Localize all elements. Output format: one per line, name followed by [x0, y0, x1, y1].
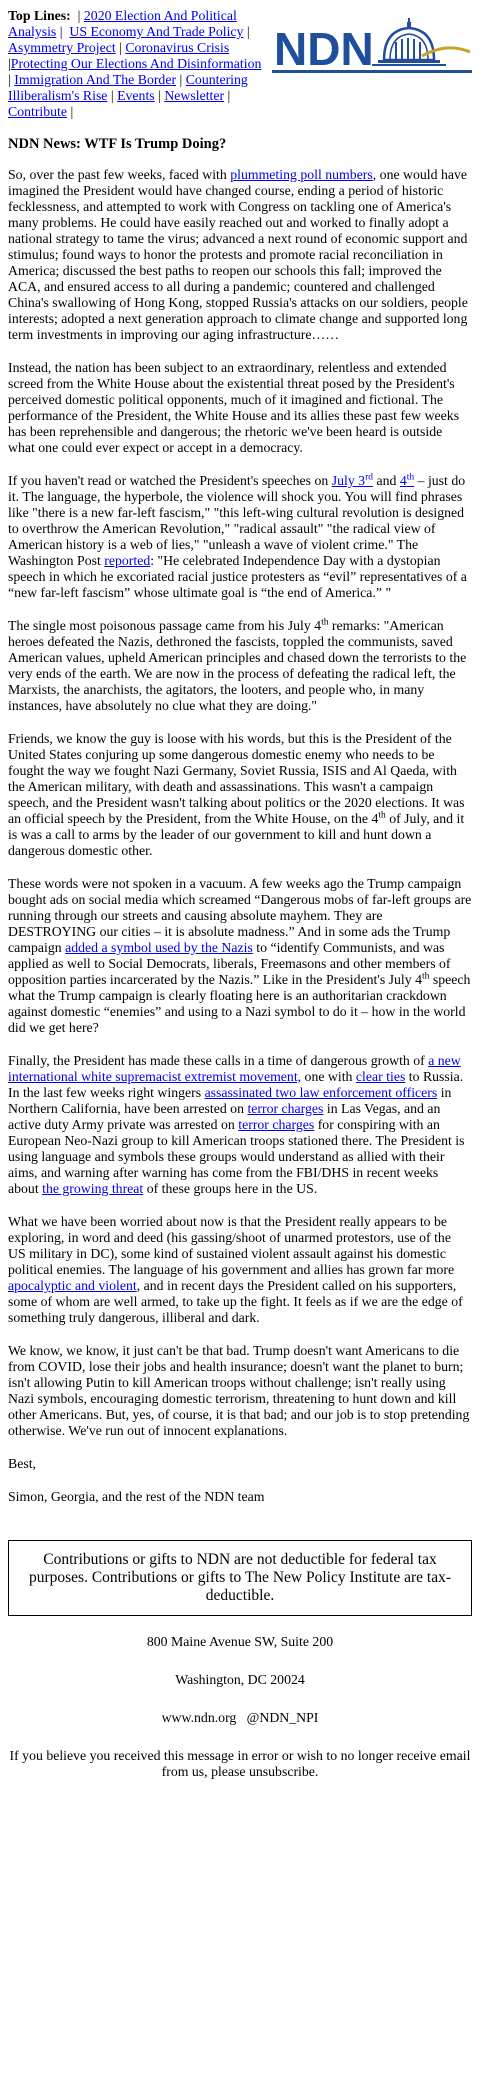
- footer-contact: [8, 1710, 472, 1726]
- link-poll-numbers[interactable]: plummeting poll numbers: [230, 167, 373, 182]
- nav-link-illiberalism[interactable]: Countering Illiberalism's Rise: [8, 72, 248, 103]
- paragraph-6: These words were not spoken in a vacuum. A few weeks ago the Trump campaign bought ads on social media which screamed “Dangerous mobs of far-left groups are running through our streets and causing absolute mayhem. They are DESTROYING our cities – it is absolute madness.” And in some ads the Trump campaign added a symbol used by the Nazis to “identify Communists, and was applied as well to Social Democrats, liberals, Freemasons and other members of opposition parties incarcerated by the Nazis.” Like in the President's July 4th speech what the Trump campaign is clearly floating here is an authoritarian crackdown against domestic “enemies” and using to a Nazi symbol to do it – how in the world did we get here?: [8, 876, 472, 1035]
- unsubscribe-notice[interactable]: If you believe you received this message in error or wish to no longer receive email from us, please unsubscribe.: [9, 1748, 471, 1779]
- paragraph-8: What we have been worried about now is that the President really appears to be exploring, in word and deed (his gassing/shoot of unarmed protestors, use of the US military in DC), some kind of sustained violent assault against his domestic political enemies. The language of his government and allies has grown far more apocalyptic and violent, and in recent days the President called on his supporters, some of whom are well armed, to take up the fight. It feels as if we are the edge of something truly dangerous, illiberal and dark.: [8, 1214, 463, 1325]
- link-wapo-reported[interactable]: reported: [104, 553, 151, 568]
- capitol-dome-icon: [372, 18, 446, 66]
- footer-website[interactable]: www.ndn.org: [161, 1710, 237, 1725]
- newsletter-headline: NDN News: WTF Is Trump Doing?: [8, 136, 227, 152]
- nav-link-coronavirus[interactable]: Coronavirus Crisis: [125, 40, 230, 55]
- paragraph-1: So, over the past few weeks, faced with plummeting poll numbers, one would have imagined the President would have changed course, ending a period of historic fecklessness, and attempted to work with Congress on tackling one of America's many problems. He could have easily reached out and worked to finally adopt a national strategy to tame the virus; advanced a next round of economic support and stimulus; found ways to honor the protests and promote racial reconciliation in America; discussed the best paths to reopen our schools this fall; improved the ACA, and ensured access to all during a pandemic; countered and challenged China's swallowing of Hong Kong, stopped Russia's attacks on our soldiers, people interests; adopted a next generation approach to climate change and supported long term investments in improving our aging infrastructure……: [8, 167, 468, 342]
- nav-link-economy[interactable]: US Economy And Trade Policy: [69, 24, 244, 39]
- paragraph-4: The single most poisonous passage came from his July 4th remarks: "American heroes defeated the Nazis, dethroned the fascists, toppled the communists, saved American values, upheld American principles and chased down the terrorists to the very ends of the earth. We are now in the process of defeating the radical left, the Marxists, the anarchists, the agitators, the looters, and people who, in many instances, have absolutely no clue what they are doing.": [8, 617, 467, 713]
- link-july-3-speech[interactable]: July 3rd: [331, 472, 374, 488]
- link-growing-threat[interactable]: the growing threat: [42, 1181, 144, 1196]
- paragraph-5: Friends, we know the guy is loose with his words, but this is the President of the United States conjuring up some dangerous domestic enemy who needs to be fought the way we fought Nazi Germany, Soviet Russia, ISIS and Al Qaeda, with the American military, with death and assassinations. This wasn't a campaign speech, and the President wasn't talking about politics or the 2020 elections. It was an official speech by the President, from the White House, on the 4th of July, and it is was a call to arms by the leader of our government to kill and hunt down a dangerous domestic other.: [8, 731, 465, 858]
- paragraph-3: If you haven't read or watched the President's speeches on July 3rd and 4th – just do it. The language, the hyperbole, the violence will shock you. You will find phrases like "there is a new far-left fascism," "this left-wing cultural revolution is designed to overthrow the American Revolution," "radical assault" "the radical view of American history is a web of lies," "unleash a wave of violent crime." The Washington Post reported: "He celebrated Independence Day with a dystopian speech in which he excoriated racial justice protesters as “evil” representatives of a “new far-left fascism” whose ultimate goal is “the end of America.” ": [8, 472, 467, 600]
- footer: [8, 1634, 472, 1790]
- signature: Simon, Georgia, and the rest of the NDN team: [8, 1489, 265, 1504]
- link-terror-charges-army[interactable]: terror charges: [238, 1117, 315, 1132]
- nav-link-immigration[interactable]: Immigration And The Border: [14, 72, 177, 87]
- link-terror-charges-las-vegas[interactable]: terror charges: [247, 1101, 324, 1116]
- paragraph-2: Instead, the nation has been subject to an extraordinary, relentless and extended screed from the White House about the existential threat posed by the President's perceived domestic political opponents, much of it imagined and fictional. The performance of the President, the White House and its allies these past few weeks has been reprehensible and dangerous; the rhetoric we've been heard is outside what one could ever expect or accept in a democracy.: [8, 360, 460, 455]
- top-lines-label: Top Lines:: [8, 8, 71, 23]
- link-assassinated-officers[interactable]: assassinated two law enforcement officers: [204, 1085, 438, 1100]
- nav-link-newsletter[interactable]: Newsletter: [164, 88, 225, 103]
- link-apocalyptic-violent[interactable]: apocalyptic and violent: [8, 1278, 137, 1293]
- footer-address-line-1: 800 Maine Avenue SW, Suite 200: [146, 1634, 334, 1649]
- nav-link-election[interactable]: 2020 Election And Political Analysis: [8, 8, 237, 39]
- top-lines-nav: Top Lines: | 2020 Election And Political Analysis | US Economy And Trade Policy | Asymmetry Project | Coronavirus Crisis |Protecting Our Elections And Disinformation | Immigration And The Border | Countering Illiberalism's Rise | Events | Newsletter | Contribute |: [8, 8, 262, 119]
- header: [8, 8, 472, 120]
- link-white-supremacist-movement[interactable]: a new international white supremacist extremist movement,: [8, 1053, 461, 1084]
- footer-twitter[interactable]: @NDN_NPI: [246, 1710, 319, 1725]
- link-july-4-speech[interactable]: 4th: [399, 472, 415, 488]
- paragraph-9: We know, we know, it just can't be that bad. Trump doesn't want Americans to die from COVID, lose their jobs and health insurance; doesn't want the planet to burn; isn't allowing Putin to kill American troops without challenge; isn't really using Nazi symbols, encouraging domestic terrorism, threatening to hunt down and kill other Americans. But, yes, of course, it is that bad; and our job is to stop pretending otherwise. We've run out of innocent explanations.: [8, 1343, 470, 1438]
- link-clear-ties[interactable]: clear ties: [355, 1069, 406, 1084]
- nav-link-elections-disinfo[interactable]: Protecting Our Elections And Disinformation: [10, 56, 262, 71]
- nav-link-asymmetry[interactable]: Asymmetry Project: [8, 40, 116, 55]
- closing: Best,: [8, 1456, 36, 1471]
- nav-link-events[interactable]: Events: [117, 88, 155, 103]
- nav-link-contribute[interactable]: Contribute: [8, 104, 68, 119]
- paragraph-7: Finally, the President has made these calls in a time of dangerous growth of a new international white supremacist extremist movement, one with clear ties to Russia. In the last few weeks right wingers assassinated two law enforcement officers in Northern California, have been arrested on terror charges in Las Vegas, and an active duty Army private was arrested on terror charges for conspiring with an European Neo-Nazi group to kill American troops stationed there. The President is using language and symbols these groups would understand as allied with their aims, and warning after warning has come from the FBI/DHS in recent weeks about the growing threat of these groups here in the US.: [8, 1053, 465, 1196]
- footer-address-line-2: Washington, DC 20024: [175, 1672, 305, 1687]
- logo-text: NDN: [274, 23, 374, 75]
- ndn-logo[interactable]: [272, 12, 472, 98]
- link-nazi-symbol[interactable]: added a symbol used by the Nazis: [65, 940, 253, 955]
- tax-disclaimer-box: Contributions or gifts to NDN are not deductible for federal tax purposes. Contributions or gifts to The New Policy Institute are tax-deductible.: [8, 1540, 472, 1616]
